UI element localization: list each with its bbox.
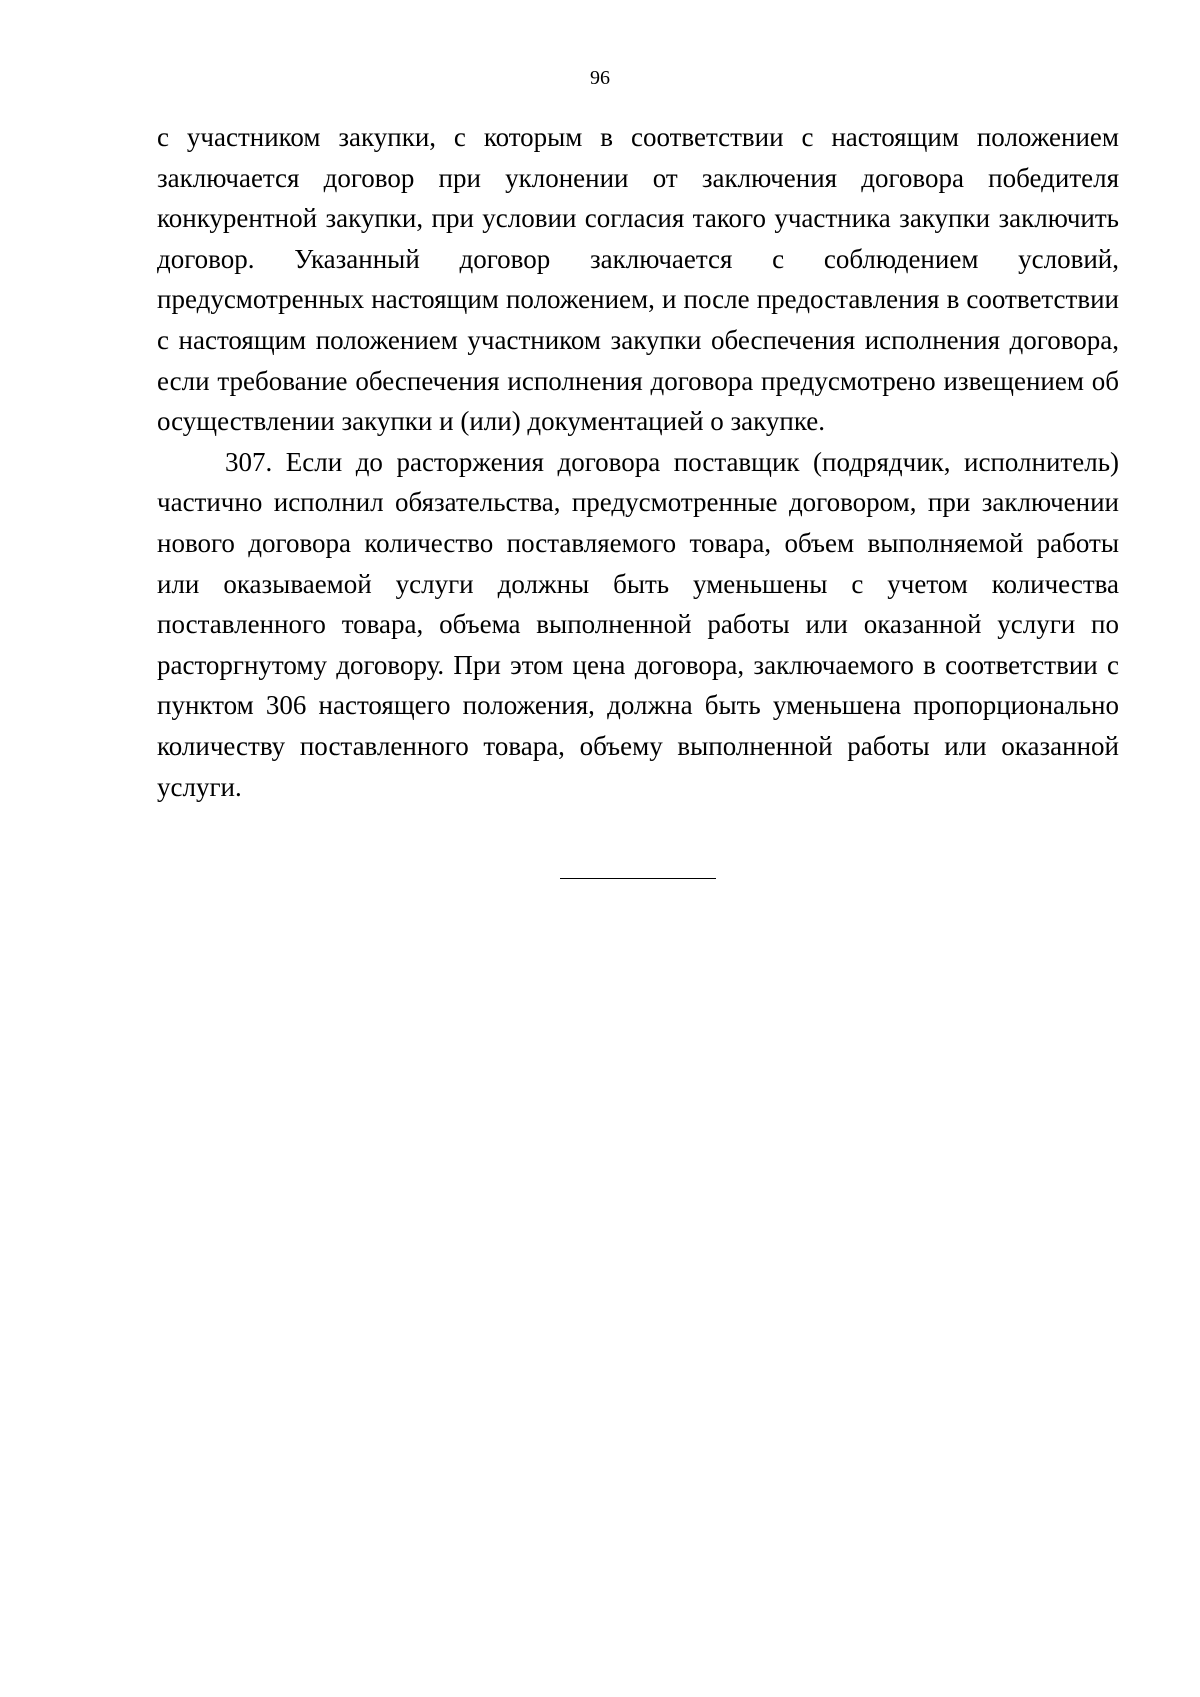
end-of-text-divider	[560, 878, 716, 879]
paragraph-307: 307. Если до расторжения договора поставщик (подрядчик, исполнитель) частично исполнил обязательства, предусмотренные договором, при заключении нового договора количество поставляемого товара, объем выполняемой работы или оказываемой услуги должны быть уменьшены с учетом количества поставленного товара, объема выполненной работы или оказанной услуги по расторгнутому договору. При этом цена договора, заключаемого в соответствии с пунктом 306 настоящего положения, должна быть уменьшена пропорционально количеству поставленного товара, объему выполненной работы или оказанной услуги.	[157, 446, 1119, 802]
paragraph-continuation: с участником закупки, с которым в соответствии с настоящим положением заключается договор при уклонении от заключения договора победителя конкурентной закупки, при условии согласия такого участника закупки заключить договор. Указанный договор заключается с соблюдением условий, предусмотренных настоящим положением, и после предоставления в соответствии с настоящим положением участником закупки обеспечения исполнения договора, если требование обеспечения исполнения договора предусмотрено извещением об осуществлении закупки и (или) документацией о закупке.	[157, 122, 1119, 437]
document-body	[157, 117, 1119, 807]
page-number: 96	[590, 67, 610, 89]
